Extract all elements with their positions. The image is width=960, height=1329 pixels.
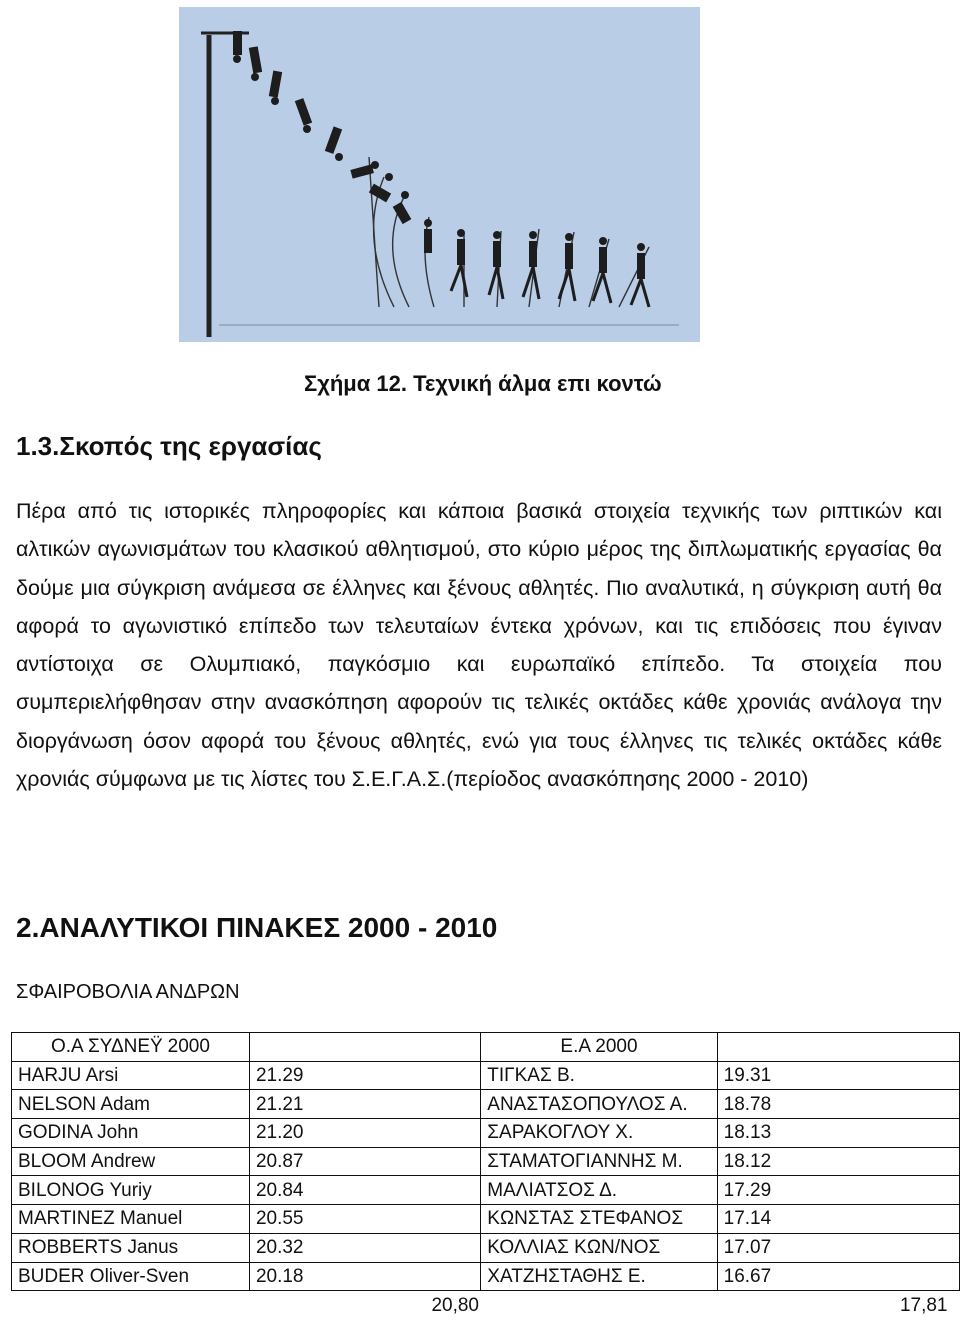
- greek-athlete-mark: 18.78: [717, 1090, 959, 1119]
- greek-athlete-mark: 17.29: [717, 1176, 959, 1205]
- athlete-mark: 20.18: [249, 1262, 480, 1291]
- avg-spacer: [12, 1291, 250, 1319]
- athlete-name: HARJU Arsi: [12, 1061, 250, 1090]
- greek-athlete-name: ΚΩΝΣΤΑΣ ΣΤΕΦΑΝΟΣ: [481, 1205, 717, 1234]
- athlete-mark: 21.20: [249, 1119, 480, 1148]
- average-right: 17,81: [899, 1294, 948, 1316]
- greek-athlete-mark: 19.31: [717, 1061, 959, 1090]
- greek-athlete-name: ΣΑΡΑΚΟΓΛΟΥ Χ.: [481, 1119, 717, 1148]
- athlete-mark: 21.21: [249, 1090, 480, 1119]
- average-left-value: 20,80: [431, 1294, 479, 1316]
- pole-vault-sequence-illustration: [179, 7, 700, 342]
- athlete-mark: 21.29: [249, 1061, 480, 1090]
- header-empty-left: [249, 1033, 480, 1062]
- greek-athlete-name: ΤΙΓΚΑΣ Β.: [481, 1061, 717, 1090]
- athlete-mark: 20.87: [249, 1147, 480, 1176]
- table-row: [12, 1090, 960, 1119]
- athlete-mark: 20.84: [249, 1176, 480, 1205]
- chapter-heading: 2.ΑΝΑΛΥΤΙΚΟΙ ΠΙΝΑΚΕΣ 2000 - 2010: [16, 912, 498, 943]
- table-row: [12, 1176, 960, 1205]
- average-row: [12, 1291, 960, 1319]
- athlete-name: BLOOM Andrew: [12, 1147, 250, 1176]
- table-row: [12, 1262, 960, 1291]
- athlete-name: ROBBERTS Janus: [12, 1233, 250, 1262]
- greek-athlete-name: ΚΟΛΛΙΑΣ ΚΩΝ/ΝΟΣ: [481, 1233, 717, 1262]
- greek-athlete-name: ΣΤΑΜΑΤΟΓΙΑΝΝΗΣ Μ.: [481, 1147, 717, 1176]
- pole-vault-figure: [179, 7, 700, 342]
- body-paragraph: [16, 492, 942, 798]
- athlete-mark: 20.32: [249, 1233, 480, 1262]
- header-left: Ο.Α ΣΥΔΝΕΫ 2000: [12, 1033, 250, 1062]
- paragraph-text: Πέρα από τις ιστορικές πληροφορίες και κάποια βασικά στοιχεία τεχνικής των ριπτικών και αλτικών αγωνισμάτων του κλασικού αθλητισμού, στο κύριο μέρος της διπλωματικής εργασίας θα δούμε μια σύγκριση ανάμεσα σε έλληνες και ξένους αθλητές. Πιο αναλυτικά, η σύγκριση αυτή θα αφορά το αγωνιστικό επίπεδο των τελευταίων έντεκα χρόνων, και τις επιδόσεις που έγιναν αντίστοιχα σε Ολυμπιακό, παγκόσμιο και ευρωπαϊκό επίπεδο. Τα στοιχεία που συμπεριελήφθησαν στην ανασκόπηση αφορούν τις τελικές οκτάδες κάθε χρονιάς ανάλογα την διοργάνωση όσον αφορά του ξένους αθλητές, ενώ για τους έλληνες τις τελικές οκτάδες κάθε χρονιάς σύμφωνα με τις λίστες του Σ.Ε.Γ.Α.Σ.(περίοδος ανασκόπησης 2000 - 2010): [16, 499, 942, 792]
- greek-athlete-name: ΜΑΛΙΑΤΣΟΣ Δ.: [481, 1176, 717, 1205]
- header-right: Ε.Α 2000: [481, 1033, 717, 1062]
- greek-athlete-mark: 17.07: [717, 1233, 959, 1262]
- table-title: ΣΦΑΙΡΟΒΟΛΙΑ ΑΝΔΡΩΝ: [16, 981, 240, 1003]
- greek-athlete-name: ΑΝΑΣΤΑΣΟΠΟΥΛΟΣ Α.: [481, 1090, 717, 1119]
- athlete-mark: 20.55: [249, 1205, 480, 1234]
- header-empty-right: [717, 1033, 959, 1062]
- average-left: [249, 1291, 480, 1319]
- table-row: [12, 1233, 960, 1262]
- figure-caption: Σχήμα 12. Τεχνική άλμα επι κοντώ: [304, 371, 662, 396]
- table-row: [12, 1205, 960, 1234]
- avg-spacer-right: [481, 1291, 717, 1319]
- table-row: [12, 1061, 960, 1090]
- greek-athlete-mark: 17.14: [717, 1205, 959, 1234]
- results-table: [11, 1032, 960, 1319]
- athlete-name: GODINA John: [12, 1119, 250, 1148]
- table-row: [12, 1147, 960, 1176]
- greek-athlete-mark: 18.12: [717, 1147, 959, 1176]
- athlete-name: BUDER Oliver-Sven: [12, 1262, 250, 1291]
- greek-athlete-mark: 16.67: [717, 1262, 959, 1291]
- athlete-name: BILONOG Yuriy: [12, 1176, 250, 1205]
- table-row: [12, 1119, 960, 1148]
- athlete-name: NELSON Adam: [12, 1090, 250, 1119]
- greek-athlete-mark: 18.13: [717, 1119, 959, 1148]
- table-header-row: [12, 1033, 960, 1062]
- athlete-name: MARTINEZ Manuel: [12, 1205, 250, 1234]
- greek-athlete-name: ΧΑΤΖΗΣΤΑΘΗΣ Ε.: [481, 1262, 717, 1291]
- section-heading: 1.3.Σκοπός της εργασίας: [16, 431, 322, 461]
